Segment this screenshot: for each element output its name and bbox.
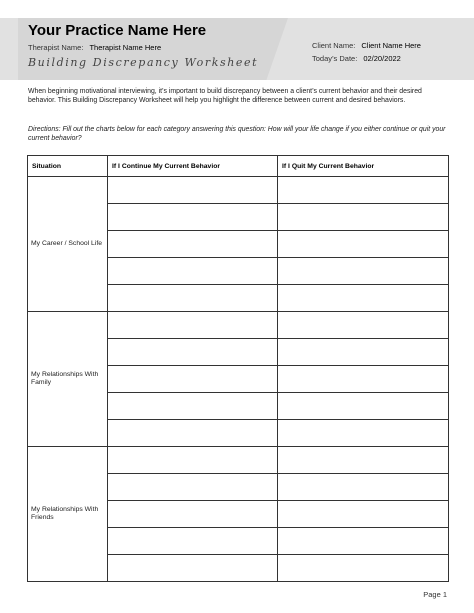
quit-cell[interactable] <box>278 285 449 312</box>
page-number: Page 1 <box>423 590 447 599</box>
continue-cell[interactable] <box>108 447 278 474</box>
quit-cell[interactable] <box>278 231 449 258</box>
therapist-line <box>28 43 161 52</box>
continue-cell[interactable] <box>108 528 278 555</box>
continue-cell[interactable] <box>108 501 278 528</box>
continue-cell[interactable] <box>108 204 278 231</box>
quit-cell[interactable] <box>278 312 449 339</box>
client-value[interactable]: Client Name Here <box>361 41 421 50</box>
date-line <box>312 54 401 63</box>
quit-cell[interactable] <box>278 420 449 447</box>
practice-name: Your Practice Name Here <box>28 22 207 39</box>
quit-cell[interactable] <box>278 501 449 528</box>
table-header-row <box>28 156 449 177</box>
quit-cell[interactable] <box>278 393 449 420</box>
header-continue: If I Continue My Current Behavior <box>108 156 278 177</box>
quit-cell[interactable] <box>278 447 449 474</box>
continue-cell[interactable] <box>108 555 278 582</box>
table-row <box>28 447 449 474</box>
quit-cell[interactable] <box>278 366 449 393</box>
quit-cell[interactable] <box>278 339 449 366</box>
therapist-value[interactable]: Therapist Name Here <box>89 43 162 52</box>
quit-cell[interactable] <box>278 204 449 231</box>
quit-cell[interactable] <box>278 528 449 555</box>
situation-friends: My Relationships With Friends <box>28 447 108 582</box>
continue-cell[interactable] <box>108 339 278 366</box>
table-row <box>28 177 449 204</box>
continue-cell[interactable] <box>108 177 278 204</box>
header-quit: If I Quit My Current Behavior <box>278 156 449 177</box>
continue-cell[interactable] <box>108 312 278 339</box>
directions-paragraph: Directions: Fill out the charts below for each category answering this question: How will your life change if you either continue or quit your current behavior? <box>28 126 446 142</box>
client-line <box>312 41 421 50</box>
table-row <box>28 312 449 339</box>
continue-cell[interactable] <box>108 474 278 501</box>
worksheet-title: Building Discrepancy Worksheet <box>28 56 259 69</box>
therapist-label: Therapist Name: <box>28 43 84 52</box>
intro-paragraph: When beginning motivational interviewing, it’s important to build discrepancy between a client’s current behavior and their desired behavior. This Building Discrepancy Worksheet will help you highlight the difference between current and desired behaviors. <box>28 88 422 104</box>
date-label: Today’s Date: <box>312 54 358 63</box>
header-situation: Situation <box>28 156 108 177</box>
continue-cell[interactable] <box>108 366 278 393</box>
continue-cell[interactable] <box>108 393 278 420</box>
worksheet-table <box>27 155 449 582</box>
continue-cell[interactable] <box>108 231 278 258</box>
client-label: Client Name: <box>312 41 356 50</box>
continue-cell[interactable] <box>108 420 278 447</box>
quit-cell[interactable] <box>278 177 449 204</box>
situation-family: My Relationships With Family <box>28 312 108 447</box>
continue-cell[interactable] <box>108 285 278 312</box>
continue-cell[interactable] <box>108 258 278 285</box>
quit-cell[interactable] <box>278 258 449 285</box>
quit-cell[interactable] <box>278 555 449 582</box>
date-value[interactable]: 02/20/2022 <box>363 54 401 63</box>
situation-career: My Career / School Life <box>28 177 108 312</box>
quit-cell[interactable] <box>278 474 449 501</box>
